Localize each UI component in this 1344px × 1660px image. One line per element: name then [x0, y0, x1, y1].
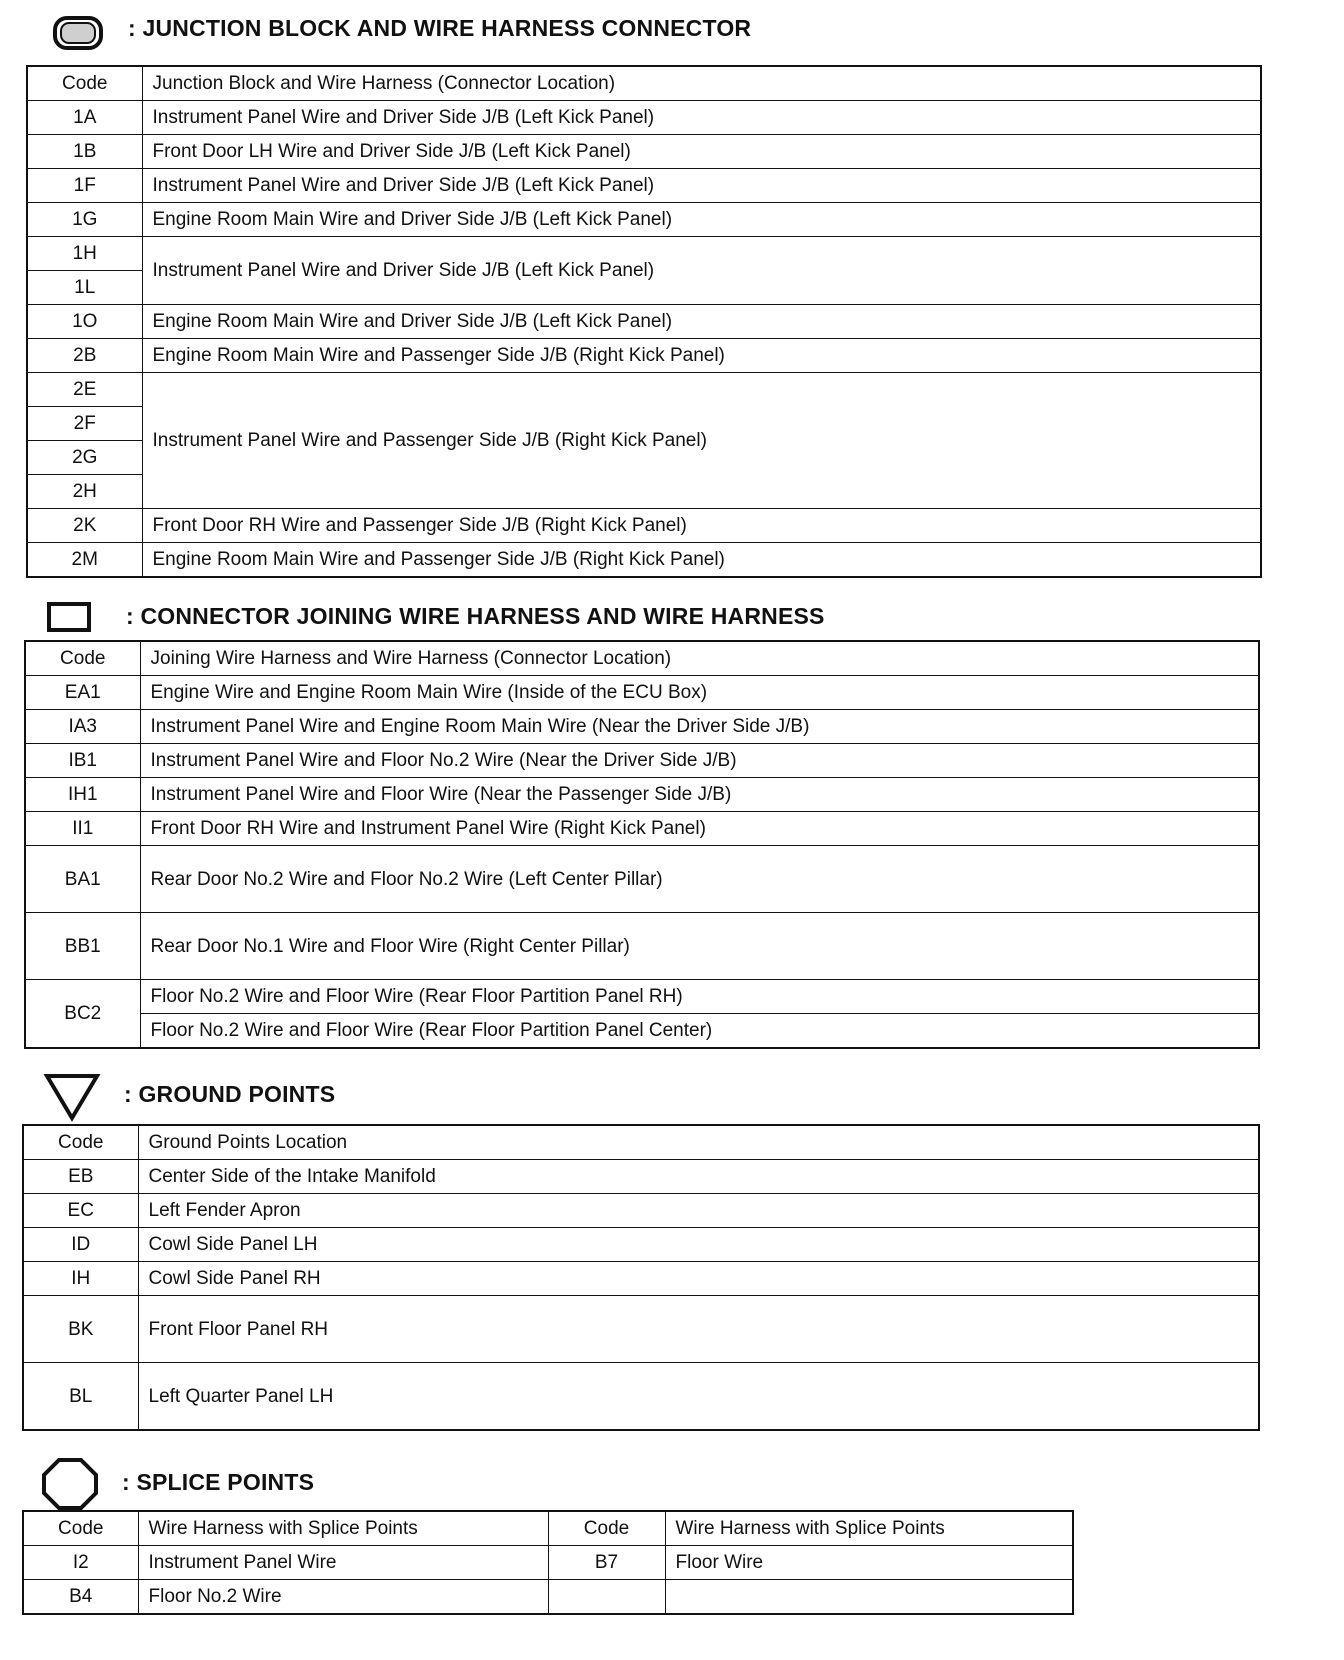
- table-header-row: [25, 641, 1259, 676]
- code-header: Code: [23, 1125, 138, 1160]
- connector-section-header: [126, 596, 825, 636]
- desc-cell: Instrument Panel Wire and Passenger Side J/B (Right Kick Panel): [142, 373, 1261, 509]
- code-cell: ID: [23, 1228, 138, 1262]
- table-row: [27, 237, 1261, 271]
- desc-cell: Floor No.2 Wire and Floor Wire (Rear Floor Partition Panel RH): [140, 980, 1259, 1014]
- code-header: Code: [548, 1511, 665, 1546]
- table-row: [27, 101, 1261, 135]
- junction-section-header: [128, 8, 751, 48]
- code-header: Code: [27, 66, 142, 101]
- desc-cell: Floor Wire: [665, 1546, 1073, 1580]
- splice-section-title: : SPLICE POINTS: [122, 1468, 315, 1495]
- code-cell: 2G: [27, 441, 142, 475]
- code-cell: EB: [23, 1160, 138, 1194]
- code-cell: II1: [25, 812, 140, 846]
- code-header: Code: [25, 641, 140, 676]
- table-row: [27, 169, 1261, 203]
- connector-symbol-icon: [46, 600, 94, 634]
- code-cell: BB1: [25, 913, 140, 980]
- ground-section-title: : GROUND POINTS: [124, 1080, 336, 1107]
- desc-cell: Cowl Side Panel LH: [138, 1228, 1259, 1262]
- table-header-row: [27, 66, 1261, 101]
- code-cell: BL: [23, 1363, 138, 1431]
- desc-cell: Instrument Panel Wire and Driver Side J/B (Left Kick Panel): [142, 101, 1261, 135]
- table-row: [25, 710, 1259, 744]
- desc-header: Joining Wire Harness and Wire Harness (Connector Location): [140, 641, 1259, 676]
- junction-section-title: : JUNCTION BLOCK AND WIRE HARNESS CONNECTOR: [128, 14, 752, 41]
- desc-header: Wire Harness with Splice Points: [138, 1511, 548, 1546]
- desc-cell: Center Side of the Intake Manifold: [138, 1160, 1259, 1194]
- code-cell: BC2: [25, 980, 140, 1049]
- table-row: [25, 980, 1259, 1014]
- desc-cell: Rear Door No.2 Wire and Floor No.2 Wire (Left Center Pillar): [140, 846, 1259, 913]
- desc-header: Wire Harness with Splice Points: [665, 1511, 1073, 1546]
- table-row: [23, 1262, 1259, 1296]
- table-row: [27, 373, 1261, 407]
- code-cell: EA1: [25, 676, 140, 710]
- table-header-row: [23, 1511, 1073, 1546]
- code-cell: 1L: [27, 271, 142, 305]
- code-cell: IH1: [25, 778, 140, 812]
- splice-table: [22, 1510, 1074, 1615]
- code-cell: 1H: [27, 237, 142, 271]
- desc-cell: Engine Room Main Wire and Driver Side J/B (Left Kick Panel): [142, 203, 1261, 237]
- table-row: [25, 1014, 1259, 1049]
- desc-cell: Floor No.2 Wire: [138, 1580, 548, 1615]
- code-header: Code: [23, 1511, 138, 1546]
- code-cell: B7: [548, 1546, 665, 1580]
- connector-table: [24, 640, 1260, 1049]
- table-row: [25, 812, 1259, 846]
- code-cell: BA1: [25, 846, 140, 913]
- desc-cell: Front Floor Panel RH: [138, 1296, 1259, 1363]
- code-cell: 1G: [27, 203, 142, 237]
- code-cell: BK: [23, 1296, 138, 1363]
- table-row: [27, 305, 1261, 339]
- desc-cell: Instrument Panel Wire and Driver Side J/B (Left Kick Panel): [142, 169, 1261, 203]
- desc-cell: Left Quarter Panel LH: [138, 1363, 1259, 1431]
- desc-cell: Instrument Panel Wire and Floor Wire (Near the Passenger Side J/B): [140, 778, 1259, 812]
- ground-section-header: [124, 1074, 335, 1114]
- code-cell: 2E: [27, 373, 142, 407]
- table-row: [27, 543, 1261, 578]
- code-cell: 1O: [27, 305, 142, 339]
- junction-block-symbol-icon: [52, 10, 106, 54]
- code-cell: 1A: [27, 101, 142, 135]
- code-cell: 1F: [27, 169, 142, 203]
- ground-table: [22, 1124, 1260, 1431]
- table-row: [23, 1296, 1259, 1363]
- junction-table: [26, 65, 1262, 578]
- table-header-row: [23, 1125, 1259, 1160]
- splice-section-header: [122, 1462, 314, 1502]
- table-row: [23, 1363, 1259, 1431]
- desc-cell: Instrument Panel Wire and Floor No.2 Wire (Near the Driver Side J/B): [140, 744, 1259, 778]
- code-cell: EC: [23, 1194, 138, 1228]
- code-cell: IA3: [25, 710, 140, 744]
- ground-triangle-icon: [42, 1070, 102, 1124]
- desc-cell: Instrument Panel Wire and Driver Side J/B (Left Kick Panel): [142, 237, 1261, 305]
- desc-cell: Instrument Panel Wire: [138, 1546, 548, 1580]
- desc-cell: Front Door LH Wire and Driver Side J/B (Left Kick Panel): [142, 135, 1261, 169]
- table-row: [25, 744, 1259, 778]
- table-row: [25, 913, 1259, 980]
- table-row: [27, 203, 1261, 237]
- table-row: [23, 1228, 1259, 1262]
- desc-cell: Rear Door No.1 Wire and Floor Wire (Right Center Pillar): [140, 913, 1259, 980]
- table-row: [27, 135, 1261, 169]
- code-cell: IH: [23, 1262, 138, 1296]
- splice-octagon-icon: [40, 1456, 100, 1512]
- table-row: [25, 676, 1259, 710]
- desc-cell: Cowl Side Panel RH: [138, 1262, 1259, 1296]
- desc-cell: Engine Room Main Wire and Passenger Side J/B (Right Kick Panel): [142, 339, 1261, 373]
- table-row: [25, 778, 1259, 812]
- desc-cell: Front Door RH Wire and Passenger Side J/B (Right Kick Panel): [142, 509, 1261, 543]
- table-row: [23, 1194, 1259, 1228]
- table-row: [23, 1160, 1259, 1194]
- table-row: [27, 509, 1261, 543]
- desc-cell: Instrument Panel Wire and Engine Room Main Wire (Near the Driver Side J/B): [140, 710, 1259, 744]
- desc-cell: Floor No.2 Wire and Floor Wire (Rear Floor Partition Panel Center): [140, 1014, 1259, 1049]
- code-cell: IB1: [25, 744, 140, 778]
- code-cell: 2B: [27, 339, 142, 373]
- desc-cell: Engine Room Main Wire and Driver Side J/B (Left Kick Panel): [142, 305, 1261, 339]
- code-cell: 1B: [27, 135, 142, 169]
- code-cell: B4: [23, 1580, 138, 1615]
- code-cell: 2H: [27, 475, 142, 509]
- connector-section-title: : CONNECTOR JOINING WIRE HARNESS AND WIRE HARNESS: [126, 602, 825, 629]
- code-cell: 2M: [27, 543, 142, 578]
- desc-cell: Engine Room Main Wire and Passenger Side J/B (Right Kick Panel): [142, 543, 1261, 578]
- desc-header: Ground Points Location: [138, 1125, 1259, 1160]
- table-row: [27, 339, 1261, 373]
- table-row: [25, 846, 1259, 913]
- desc-cell: Engine Wire and Engine Room Main Wire (Inside of the ECU Box): [140, 676, 1259, 710]
- table-row: [23, 1580, 1073, 1615]
- desc-cell: Left Fender Apron: [138, 1194, 1259, 1228]
- desc-header: Junction Block and Wire Harness (Connector Location): [142, 66, 1261, 101]
- desc-cell: Front Door RH Wire and Instrument Panel Wire (Right Kick Panel): [140, 812, 1259, 846]
- desc-cell: [665, 1580, 1073, 1615]
- code-cell: [548, 1580, 665, 1615]
- code-cell: 2F: [27, 407, 142, 441]
- table-row: [23, 1546, 1073, 1580]
- code-cell: 2K: [27, 509, 142, 543]
- code-cell: I2: [23, 1546, 138, 1580]
